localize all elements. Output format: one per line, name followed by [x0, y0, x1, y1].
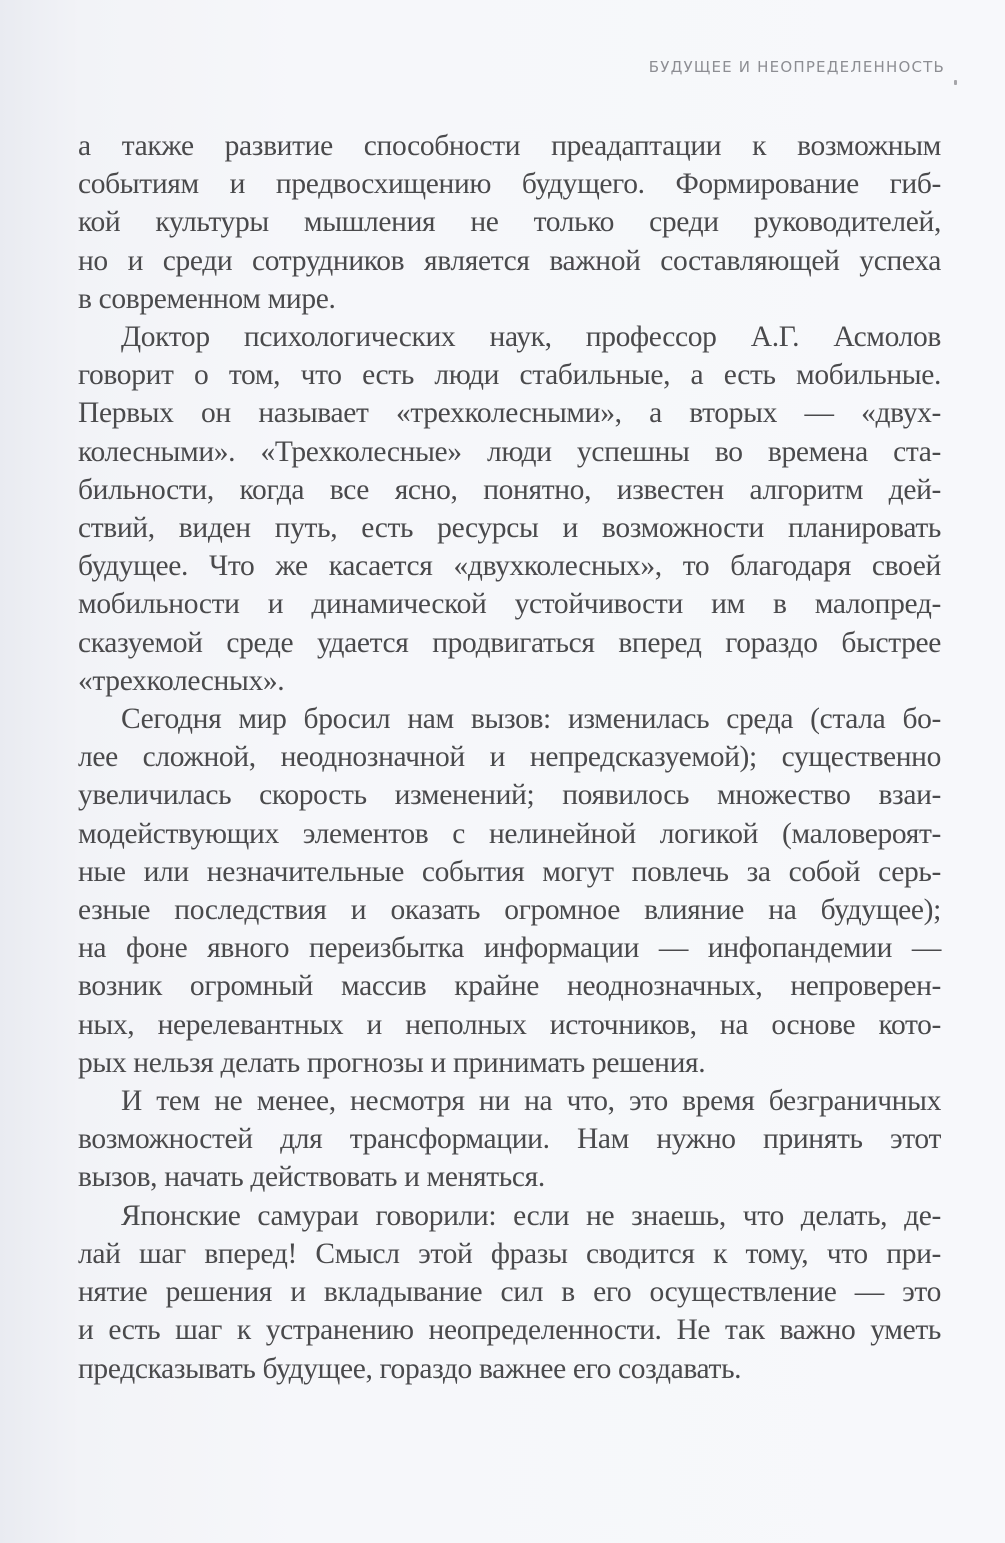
text-line: но и среди сотрудников является важной составляющей успеха [78, 244, 941, 277]
text-line: а также развитие способности преадаптации к возможным [78, 130, 941, 162]
text-line: ствий, виден путь, есть ресурсы и возможности планировать [78, 512, 941, 545]
text-line: событиям и предвосхищению будущего. Формирование гиб- [78, 168, 941, 201]
text-line: Сегодня мир бросил нам вызов: изменилась среда (стала бо- [121, 703, 941, 736]
text-line: сказуемой среде удается продвигаться вперед гораздо быстрее [78, 626, 941, 659]
text-line: на фоне явного переизбытка информации — инфопандемии — [78, 932, 941, 965]
text-line: Японские самураи говорили: если не знаешь, что делать, де- [121, 1199, 941, 1232]
text-line: лее сложной, неоднозначной и непредсказуемой); существенно [78, 741, 941, 774]
text-line: колесными». «Трехколесные» люди успешны во времена ста- [78, 435, 941, 468]
text-line: ных, нерелевантных и неполных источников, на основе кото- [78, 1008, 941, 1041]
paragraph-1 [78, 127, 941, 318]
text-line: нятие решения и вкладывание сил в его осуществление — это [78, 1276, 941, 1309]
text-line: будущее. Что же касается «двухколесных», то благодаря своей [78, 550, 941, 583]
paragraph-2 [78, 318, 941, 700]
text-line: мобильности и динамической устойчивости им в малопред- [78, 588, 941, 621]
body-text [78, 127, 941, 1388]
text-line: И тем не менее, несмотря ни на что, это время безграничных [121, 1085, 941, 1118]
text-line: Первых он называет «трехколесными», а вторых — «двух- [78, 397, 941, 430]
page-mark-decoration [954, 80, 957, 85]
text-line: Доктор психологических наук, профессор А.Г. Асмолов [121, 321, 941, 354]
text-line: езные последствия и оказать огромное влияние на будущее); [78, 894, 941, 927]
paragraph-5 [78, 1197, 941, 1388]
paragraph-3 [78, 700, 941, 1082]
text-line: говорит о том, что есть люди стабильные, а есть мобильные. [78, 359, 941, 392]
running-head: БУДУЩЕЕ И НЕОПРЕДЕЛЕННОСТЬ [648, 58, 945, 76]
text-line: возможностей для трансформации. Нам нужно принять этот [78, 1123, 941, 1156]
text-line: бильности, когда все ясно, понятно, известен алгоритм дей- [78, 473, 941, 506]
text-line: лай шаг вперед! Смысл этой фразы сводится к тому, что при- [78, 1237, 941, 1270]
text-line: и есть шаг к устранению неопределенности. Не так важно уметь [78, 1314, 941, 1347]
text-line: возник огромный массив крайне неоднозначных, непроверен- [78, 970, 941, 1003]
text-line: «трехколесных». [78, 664, 285, 697]
paragraph-4 [78, 1082, 941, 1197]
text-line: увеличилась скорость изменений; появилось множество взаи- [78, 779, 941, 812]
text-line: в современном мире. [78, 282, 336, 315]
text-line: рых нельзя делать прогнозы и принимать решения. [78, 1046, 706, 1079]
text-line: ные или незначительные события могут повлечь за собой серь- [78, 855, 941, 888]
text-line: предсказывать будущее, гораздо важнее его создавать. [78, 1352, 742, 1385]
text-line: кой культуры мышления не только среди руководителей, [78, 206, 941, 239]
text-line: вызов, начать действовать и меняться. [78, 1161, 545, 1194]
text-line: модействующих элементов с нелинейной логикой (маловероят- [78, 817, 941, 850]
